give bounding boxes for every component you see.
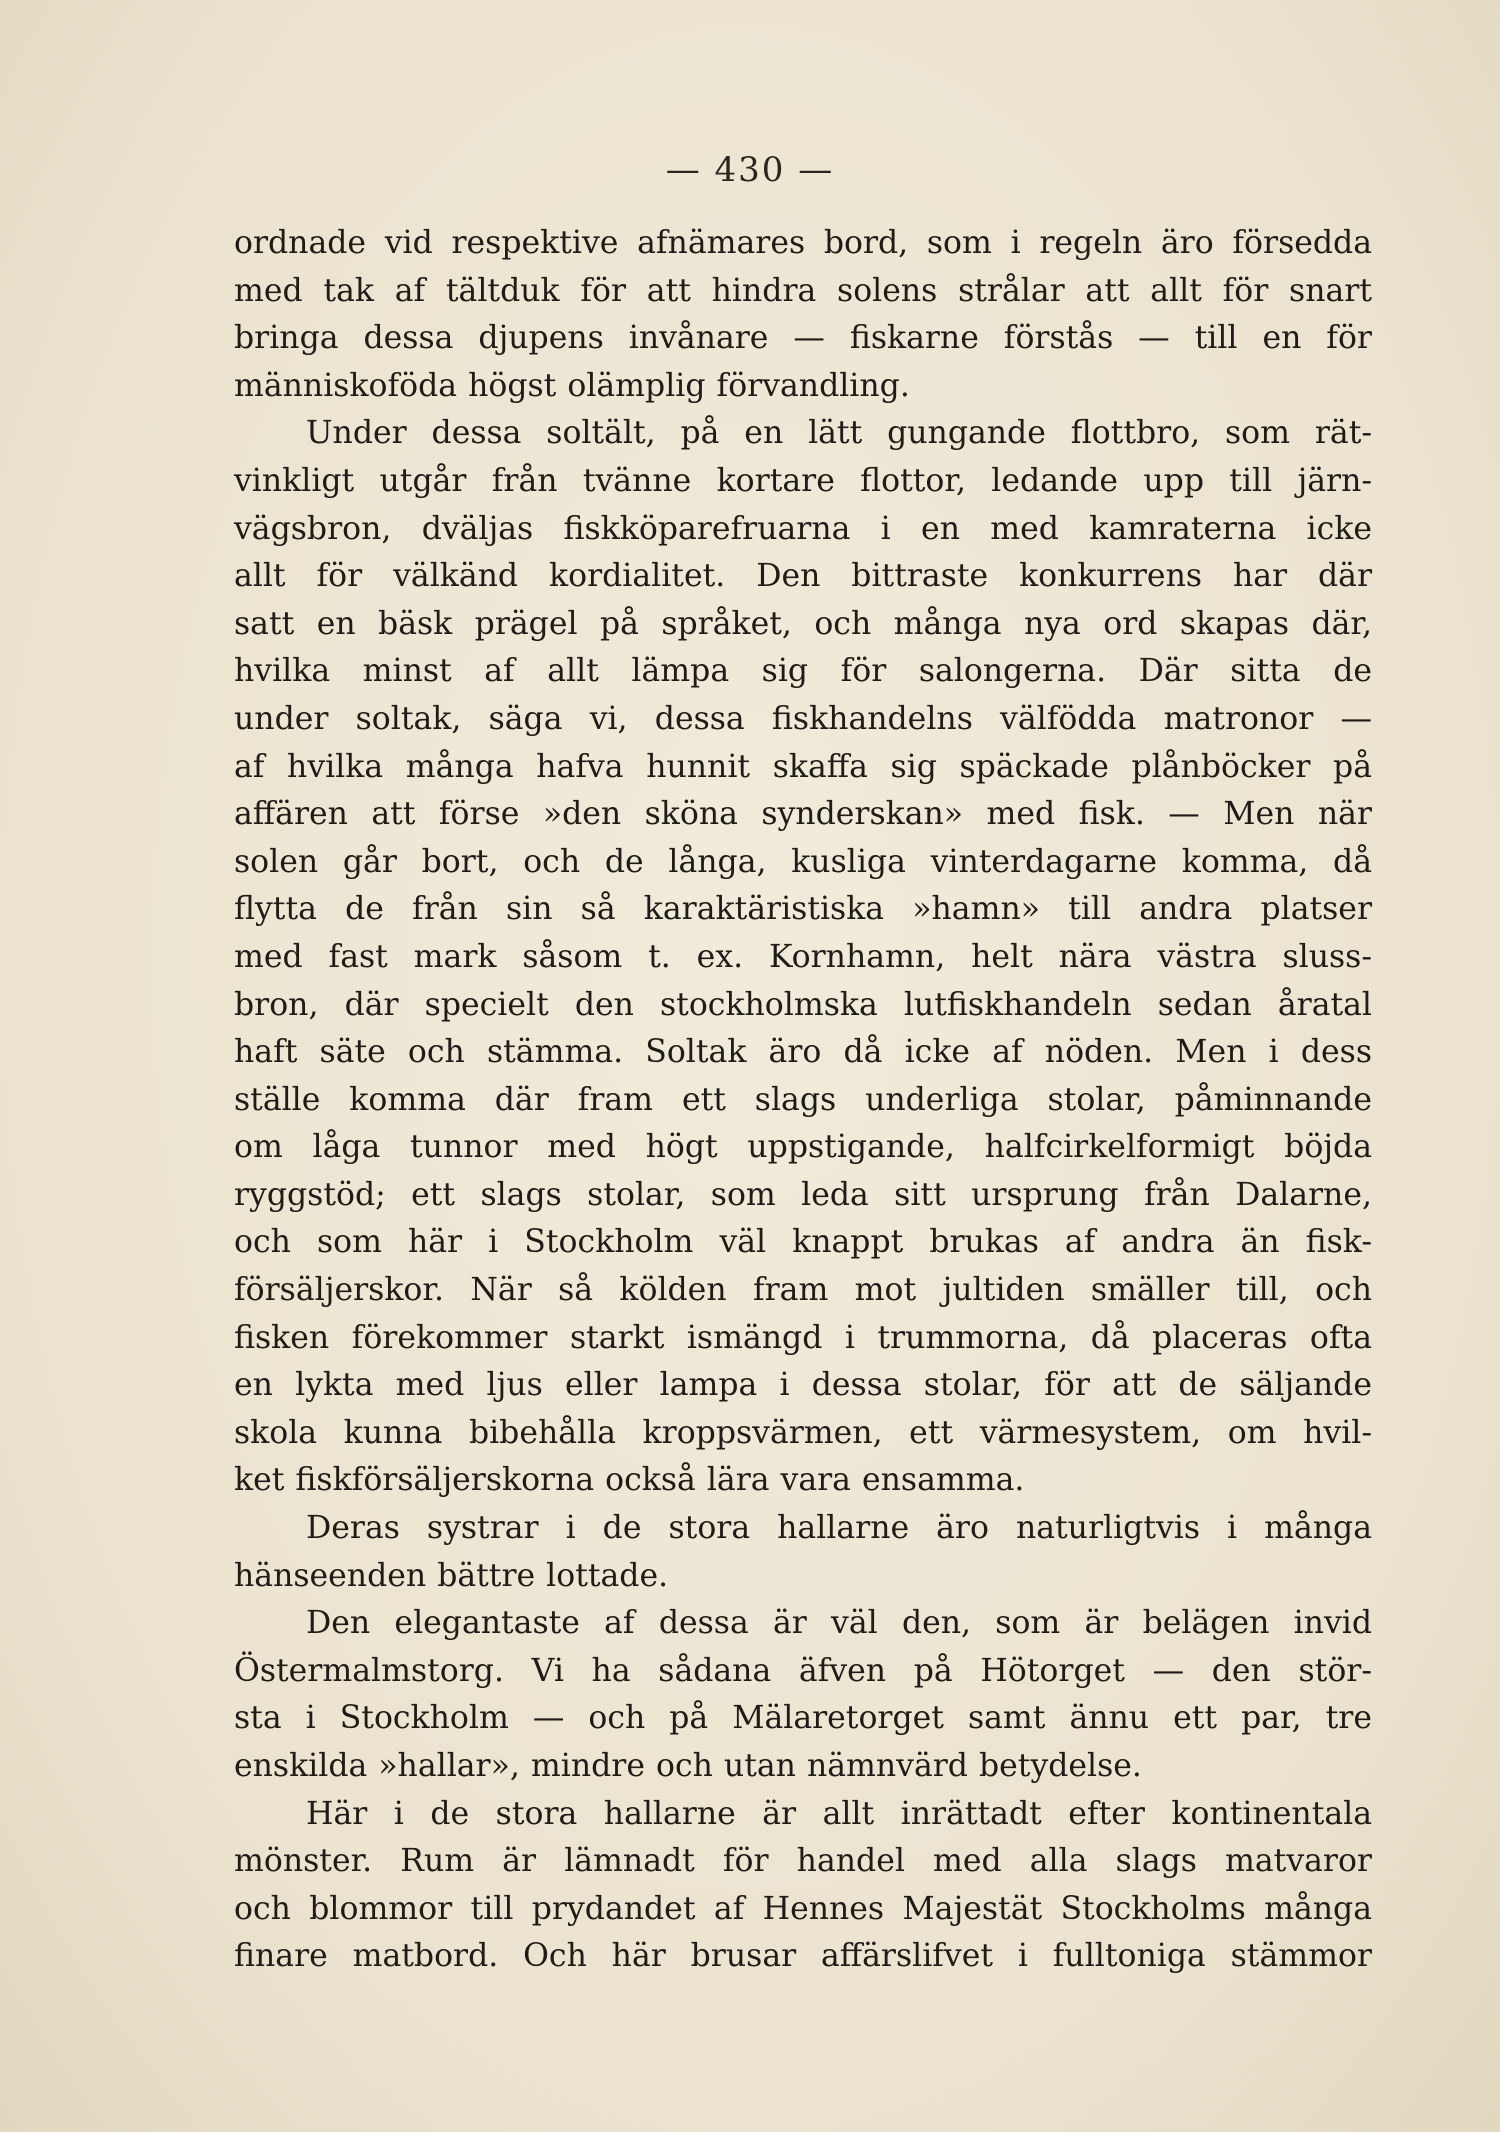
text-line: med fast mark såsom t. ex. Kornhamn, helt nära västra sluss- (234, 938, 1372, 975)
text-line: affären att förse »den sköna synderskan» med fisk. — Men när (234, 796, 1372, 833)
text-line: mönster. Rum är lämnadt för handel med alla slags matvaror (234, 1843, 1372, 1880)
text-line: försäljerskor. När så kölden fram mot jultiden smäller till, och (234, 1272, 1372, 1309)
text-line: fisken förekommer starkt ismängd i trummorna, då placeras ofta (234, 1319, 1372, 1356)
text-line: människoföda högst olämplig förvandling. (234, 367, 910, 404)
text-line: ryggstöd; ett slags stolar, som leda sitt ursprung från Dalarne, (234, 1176, 1372, 1213)
text-line: ordnade vid respektive afnämares bord, som i regeln äro försedda (234, 225, 1372, 261)
body-text (234, 220, 1372, 1981)
text-line: hänseenden bättre lottade. (234, 1557, 669, 1594)
text-line: vinkligt utgår från tvänne kortare flottor, ledande upp till järn- (234, 462, 1372, 499)
text-line: Östermalmstorg. Vi ha sådana äfven på Hötorget — den stör- (234, 1652, 1372, 1689)
text-line: och blommor till prydandet af Hennes Majestät Stockholms många (234, 1890, 1372, 1927)
text-line: allt för välkänd kordialitet. Den bittraste konkurrens har där (234, 558, 1372, 595)
text-line: under soltak, säga vi, dessa fiskhandelns välfödda matronor — (234, 700, 1372, 737)
text-line: bron, där specielt den stockholmska lutfiskhandeln sedan åratal (234, 986, 1372, 1023)
text-line: skola kunna bibehålla kroppsvärmen, ett värmesystem, om hvil- (234, 1414, 1372, 1451)
page-number: — 430 — (665, 150, 835, 190)
text-line: bringa dessa djupens invånare — fiskarne förstås — till en för (234, 320, 1372, 357)
text-line: och som här i Stockholm väl knappt brukas af andra än fisk- (234, 1224, 1372, 1261)
text-line: Deras systrar i de stora hallarne äro naturligtvis i många (306, 1510, 1372, 1547)
text-line: hvilka minst af allt lämpa sig för salongerna. Där sitta de (234, 653, 1372, 690)
text-line: sta i Stockholm — och på Mälaretorget samt ännu ett par, tre (234, 1700, 1372, 1737)
text-line: af hvilka många hafva hunnit skaffa sig späckade plånböcker på (234, 748, 1372, 785)
text-line: om låga tunnor med högt uppstigande, halfcirkelformigt böjda (234, 1129, 1372, 1166)
text-line: finare matbord. Och här brusar affärslifvet i fulltoniga stämmor (234, 1938, 1372, 1975)
text-line: en lykta med ljus eller lampa i dessa stolar, för att de säljande (234, 1367, 1372, 1404)
text-line: ket fiskförsäljerskorna också lära vara ensamma. (234, 1462, 1025, 1499)
text-line: vägsbron, dväljas fiskköparefruarna i en med kamraterna icke (234, 510, 1372, 547)
text-line: Här i de stora hallarne är allt inrättadt efter kontinentala (306, 1795, 1372, 1832)
text-line: Under dessa soltält, på en lätt gungande flottbro, som rät- (306, 415, 1372, 452)
text-line: enskilda »hallar», mindre och utan nämnvärd betydelse. (234, 1748, 1142, 1784)
text-line: solen går bort, och de långa, kusliga vinterdagarne komma, då (234, 843, 1372, 880)
text-line: flytta de från sin så karaktäristiska »hamn» till andra platser (234, 891, 1372, 928)
text-line: satt en bäsk prägel på språket, och många nya ord skapas där, (234, 605, 1372, 642)
text-line: Den elegantaste af dessa är väl den, som är belägen invid (306, 1605, 1372, 1642)
text-line: med tak af tältduk för att hindra solens strålar att allt för snart (234, 272, 1372, 309)
text-line: haft säte och stämma. Soltak äro då icke af nöden. Men i dess (234, 1034, 1372, 1071)
text-line: ställe komma där fram ett slags underliga stolar, påminnande (234, 1081, 1372, 1118)
